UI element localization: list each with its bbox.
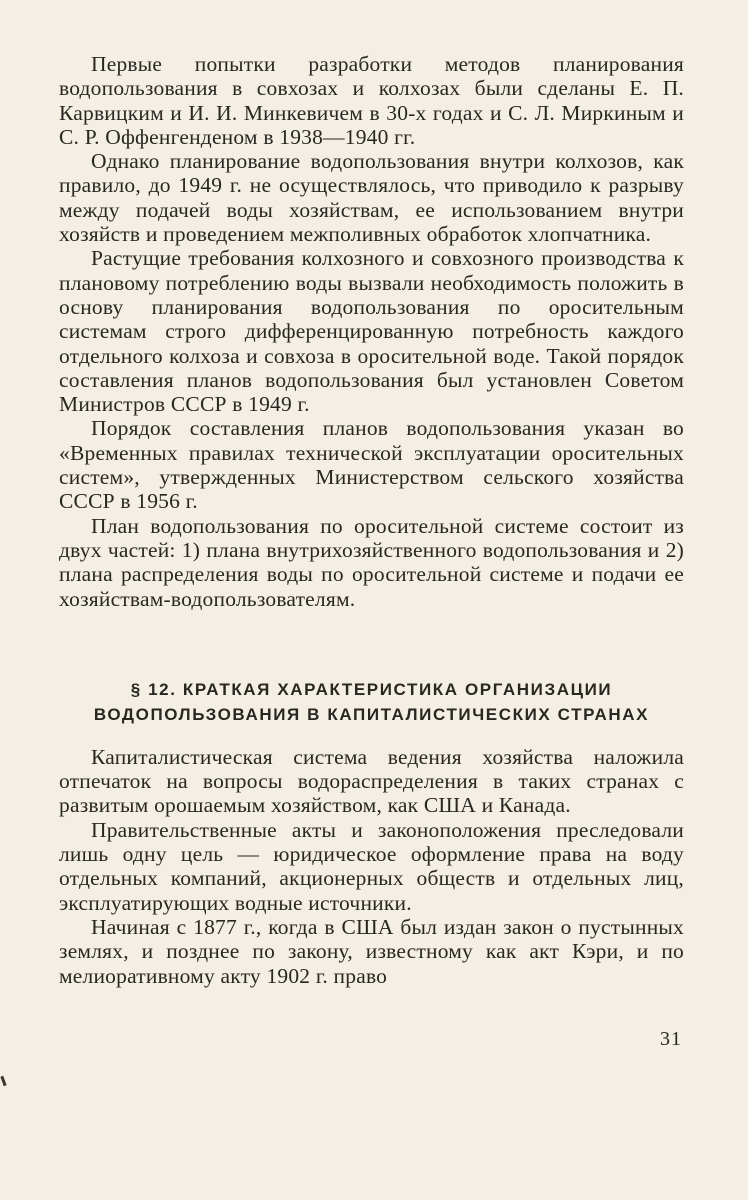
paragraph-desert-land-act: Начиная с 1877 г., когда в США был издан закон о пустынных землях, и позднее по закону, известному как акт Кэри, и по мелиоративному акту 1902 г. право xyxy=(59,914,684,988)
paragraph-planning-before-1949: Однако планирование водопользования внутри колхозов, как правило, до 1949 г. не осуществлялось, что приводило к разрыву между подачей воды хозяйствам, ее использованием внутри хозяйств и проведением межполивных обработок хлопчатника. xyxy=(59,149,684,247)
section-heading-line-1: § 12. КРАТКАЯ ХАРАКТЕРИСТИКА ОРГАНИЗАЦИИ xyxy=(130,679,613,699)
paragraph-government-acts: Правительственные акты и законоположения преследовали лишь одну цель — юридическое оформление права на воду отдельных компаний, акционерных обществ и отдельных лиц, эксплуатирующих водные источники. xyxy=(59,817,684,915)
section-heading-line-2: ВОДОПОЛЬЗОВАНИЯ В КАПИТАЛИСТИЧЕСКИХ СТРАНАХ xyxy=(93,704,650,724)
section-heading xyxy=(59,677,684,727)
page-number: 31 xyxy=(660,1028,682,1050)
paragraph-first-attempts: Первые попытки разработки методов планирования водопользования в совхозах и колхозах были сделаны Е. П. Карвицким и И. И. Минкевичем в 30-х годах и С. Л. Миркиным и С. Р. Оффенгенденом в 1938—1940 гг. xyxy=(59,52,684,149)
paragraph-water-use-plan: План водопользования по оросительной системе состоит из двух частей: 1) плана внутрихозяйственного водопользования и 2) плана распределения воды по оросительной системе и подачи ее хозяйствам-водопользователям. xyxy=(59,513,684,611)
paragraph-capitalist-system: Капиталистическая система ведения хозяйства наложила отпечаток на вопросы водораспределения в таких странах с развитым орошаемым хозяйством, как США и Канада. xyxy=(59,744,684,818)
paragraph-growing-requirements: Растущие требования колхозного и совхозного производства к плановому потреблению воды вызвали необходимость положить в основу планирования водопользования по оросительным системам строго дифференцированную потребность каждого отдельного колхоза и совхоза в оросительной воде. Такой порядок составления планов водопользования был установлен Советом Министров СССР в 1949 г. xyxy=(59,246,684,417)
margin-mark xyxy=(0,1076,6,1086)
paragraph-planning-procedure: Порядок составления планов водопользования указан во «Временных правилах технической эксплуатации оросительных систем», утвержденных Министерством сельского хозяйства СССР в 1956 г. xyxy=(59,416,684,514)
book-page xyxy=(59,52,684,988)
